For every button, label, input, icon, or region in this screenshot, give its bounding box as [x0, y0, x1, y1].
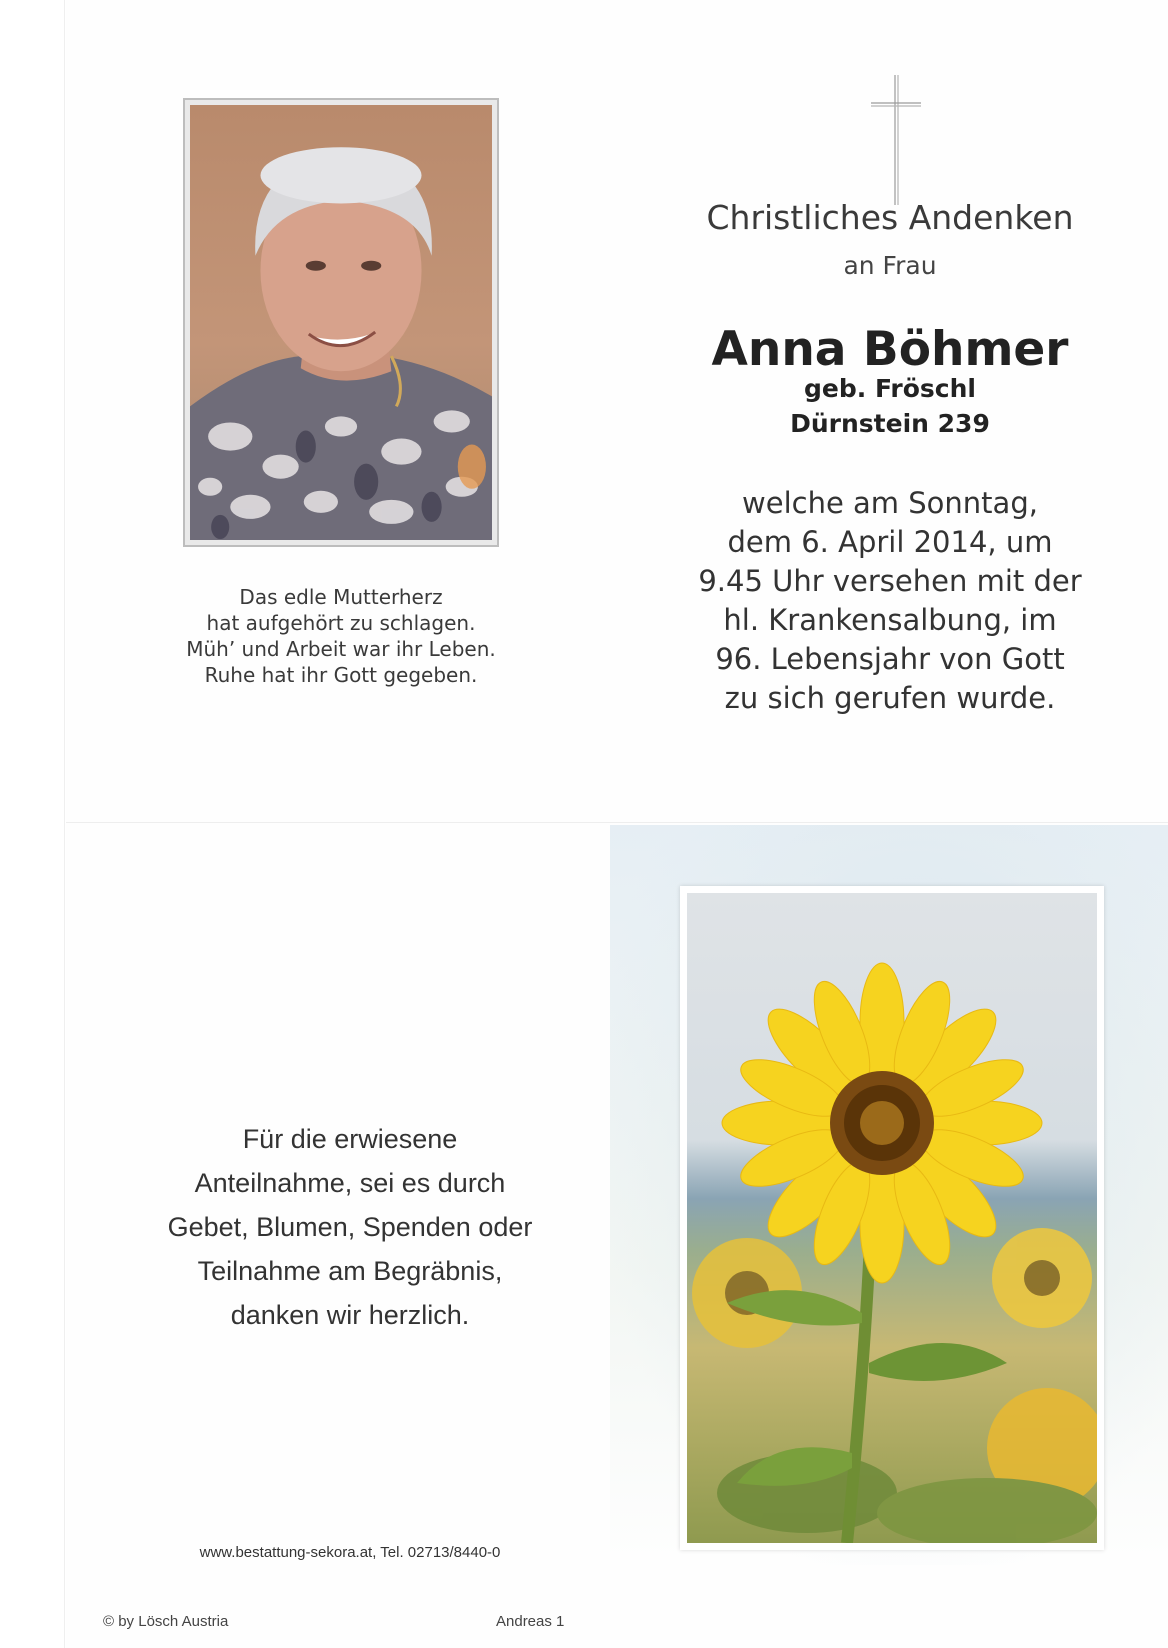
thanks-line: Gebet, Blumen, Spenden oder: [167, 1212, 533, 1242]
announcement-line: dem 6. April 2014, um: [727, 525, 1053, 559]
cross-icon: [866, 75, 926, 205]
poem-line: hat aufgehört zu schlagen.: [206, 611, 476, 635]
thanks-line: danken wir herzlich.: [230, 1300, 470, 1330]
thanks-line: Für die erwiesene: [242, 1124, 458, 1154]
announcement-line: welche am Sonntag,: [742, 486, 1038, 520]
poem-line: Das edle Mutterherz: [239, 585, 443, 609]
portrait-photo: [190, 105, 492, 540]
maiden-name: geb. Fröschl: [804, 374, 976, 403]
announcement-line: 9.45 Uhr versehen mit der: [698, 564, 1082, 598]
thanks-line: Teilnahme am Begräbnis,: [197, 1256, 503, 1286]
sunflower-frame: [680, 886, 1104, 1550]
deceased-name: Anna Böhmer: [711, 322, 1069, 377]
announcement-line: 96. Lebensjahr von Gott: [715, 642, 1065, 676]
memorial-heading: Christliches Andenken: [706, 198, 1074, 237]
salutation: an Frau: [843, 251, 937, 280]
funeral-home-contact: www.bestattung-sekora.at, Tel. 02713/8440-0: [199, 1544, 501, 1561]
poem: [163, 584, 519, 688]
portrait-frame: [183, 98, 499, 547]
copyright-notice: © by Lösch Austria: [103, 1613, 229, 1630]
thanks-message: [120, 1117, 580, 1337]
poem-line: Müh’ und Arbeit war ihr Leben.: [186, 637, 496, 661]
card-edge: [64, 0, 65, 1648]
address: Dürnstein 239: [790, 409, 990, 438]
thanks-line: Anteilnahme, sei es durch: [194, 1168, 506, 1198]
death-announcement: [660, 484, 1120, 718]
poem-line: Ruhe hat ihr Gott gegeben.: [204, 663, 478, 687]
announcement-line: zu sich gerufen wurde.: [724, 681, 1056, 715]
sunflower-photo: [687, 893, 1097, 1543]
announcement-line: hl. Krankensalbung, im: [723, 603, 1057, 637]
card-model-label: Andreas 1: [496, 1613, 565, 1630]
